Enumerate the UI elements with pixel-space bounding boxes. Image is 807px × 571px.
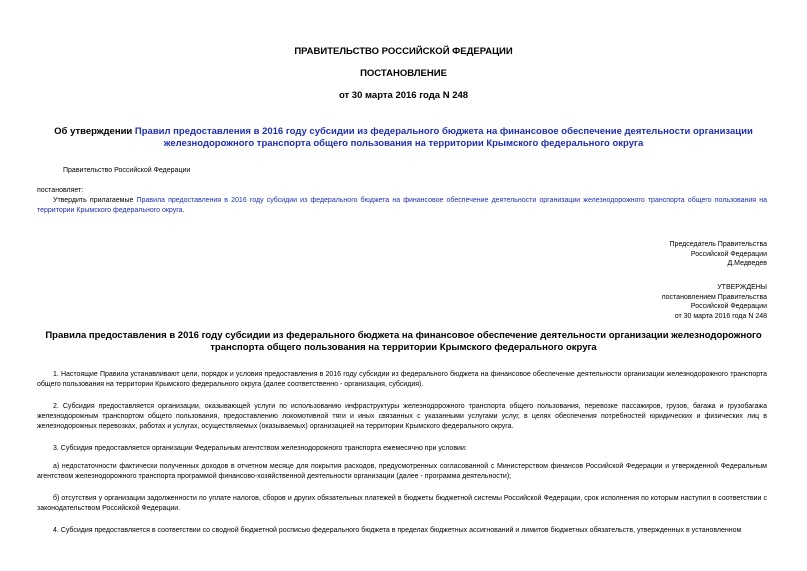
decides-text: постановляет: <box>37 187 84 194</box>
rules-title: Правила предоставления в 2016 году субсидии из федерального бюджета на финансовое обеспечение деятельности организации железнодорожного транспорта общего пользования на территории Крымского федерального округа <box>45 330 762 353</box>
paragraph-4: 4. Субсидия предоставляется в соответствии со сводной бюджетной росписью федерального бюджета в пределах бюджетных ассигнований и лимитов бюджетных обязательств, утвержденных в установленном <box>53 527 742 534</box>
issuer-text: Правительство Российской Федерации <box>63 167 191 174</box>
signature-block <box>670 240 767 269</box>
approve-rules-link[interactable]: Правила предоставления в 2016 году субсидии из федерального бюджета на финансовое обеспечение деятельности организации железнодорожного транспорта общего пользования на территории Крымского федерального округа <box>37 197 767 214</box>
title-rules-link[interactable]: Правил предоставления в 2016 году субсидии из федерального бюджета на финансовое обеспечение деятельности организации железнодорожного транспорта общего пользования на территории Крымского федерального округа <box>134 126 753 149</box>
paragraph-1: 1. Настоящие Правила устанавливают цели, порядок и условия предоставления в 2016 году субсидии из федерального бюджета на финансовое обеспечение деятельности организации железнодорожного транспорта общего пользования на территории Крымского федерального округа (далее соответственно - организация, субсидия). <box>37 371 767 388</box>
approved-block <box>662 283 767 321</box>
paragraph-3: 3. Субсидия предоставляется организации Федеральным агентством железнодорожного транспорта ежемесячно при условии: <box>53 445 467 452</box>
approved-line-4: от 30 марта 2016 года N 248 <box>674 312 767 320</box>
paragraph-3a: а) недостаточности фактически полученных доходов в отчетном месяце для покрытия расходов, предусмотренных согласованной с Министерством финансов Российской Федерации и утвержденной Федеральным агентством железнодорожного транспорта программой финансово-хозяйственной деятельности организации (далее - программа деятельности); <box>37 463 767 480</box>
date-number-heading: от 30 марта 2016 года N 248 <box>338 90 469 101</box>
approve-paragraph <box>37 196 767 216</box>
signature-line-1: Председатель Правительства <box>669 241 767 248</box>
title-prefix: Об утверждении <box>54 126 135 137</box>
document-title <box>40 126 767 150</box>
doc-type-heading: ПОСТАНОВЛЕНИЕ <box>360 68 447 79</box>
paragraph-2: 2. Субсидия предоставляется организации, оказывающей услуги по использованию инфраструктуры железнодорожного транспорта общего пользования, перевозке пассажиров, грузов, багажа и грузобагажа железнодорожным транспортом общего пользования, предоставлению локомотивной тяги и иных связанных с указанными услугами услуг, в целях обеспечения потребностей юридических и физических лиц в железнодорожных перевозках, работах и услугах, осуществляемых (оказываемых) организацией на территории Крымского федерального округа. <box>37 403 767 430</box>
approved-line-1: УТВЕРЖДЕНЫ <box>717 284 767 291</box>
approved-line-2: постановлением Правительства <box>661 293 767 301</box>
signature-line-3: Д.Медведев <box>727 260 767 268</box>
paragraph-3b: б) отсутствия у организации задолженности по уплате налогов, сборов и других обязательных платежей в бюджеты бюджетной системы Российской Федерации, срок исполнения по которым наступил в соответствии с законодательством Российской Федерации. <box>37 495 767 512</box>
signature-line-2: Российской Федерации <box>690 250 767 258</box>
approve-suffix: . <box>182 206 185 214</box>
approve-prefix: Утвердить прилагаемые <box>53 197 137 204</box>
approved-line-3: Российской Федерации <box>690 303 767 311</box>
government-heading: ПРАВИТЕЛЬСТВО РОССИЙСКОЙ ФЕДЕРАЦИИ <box>294 46 513 57</box>
